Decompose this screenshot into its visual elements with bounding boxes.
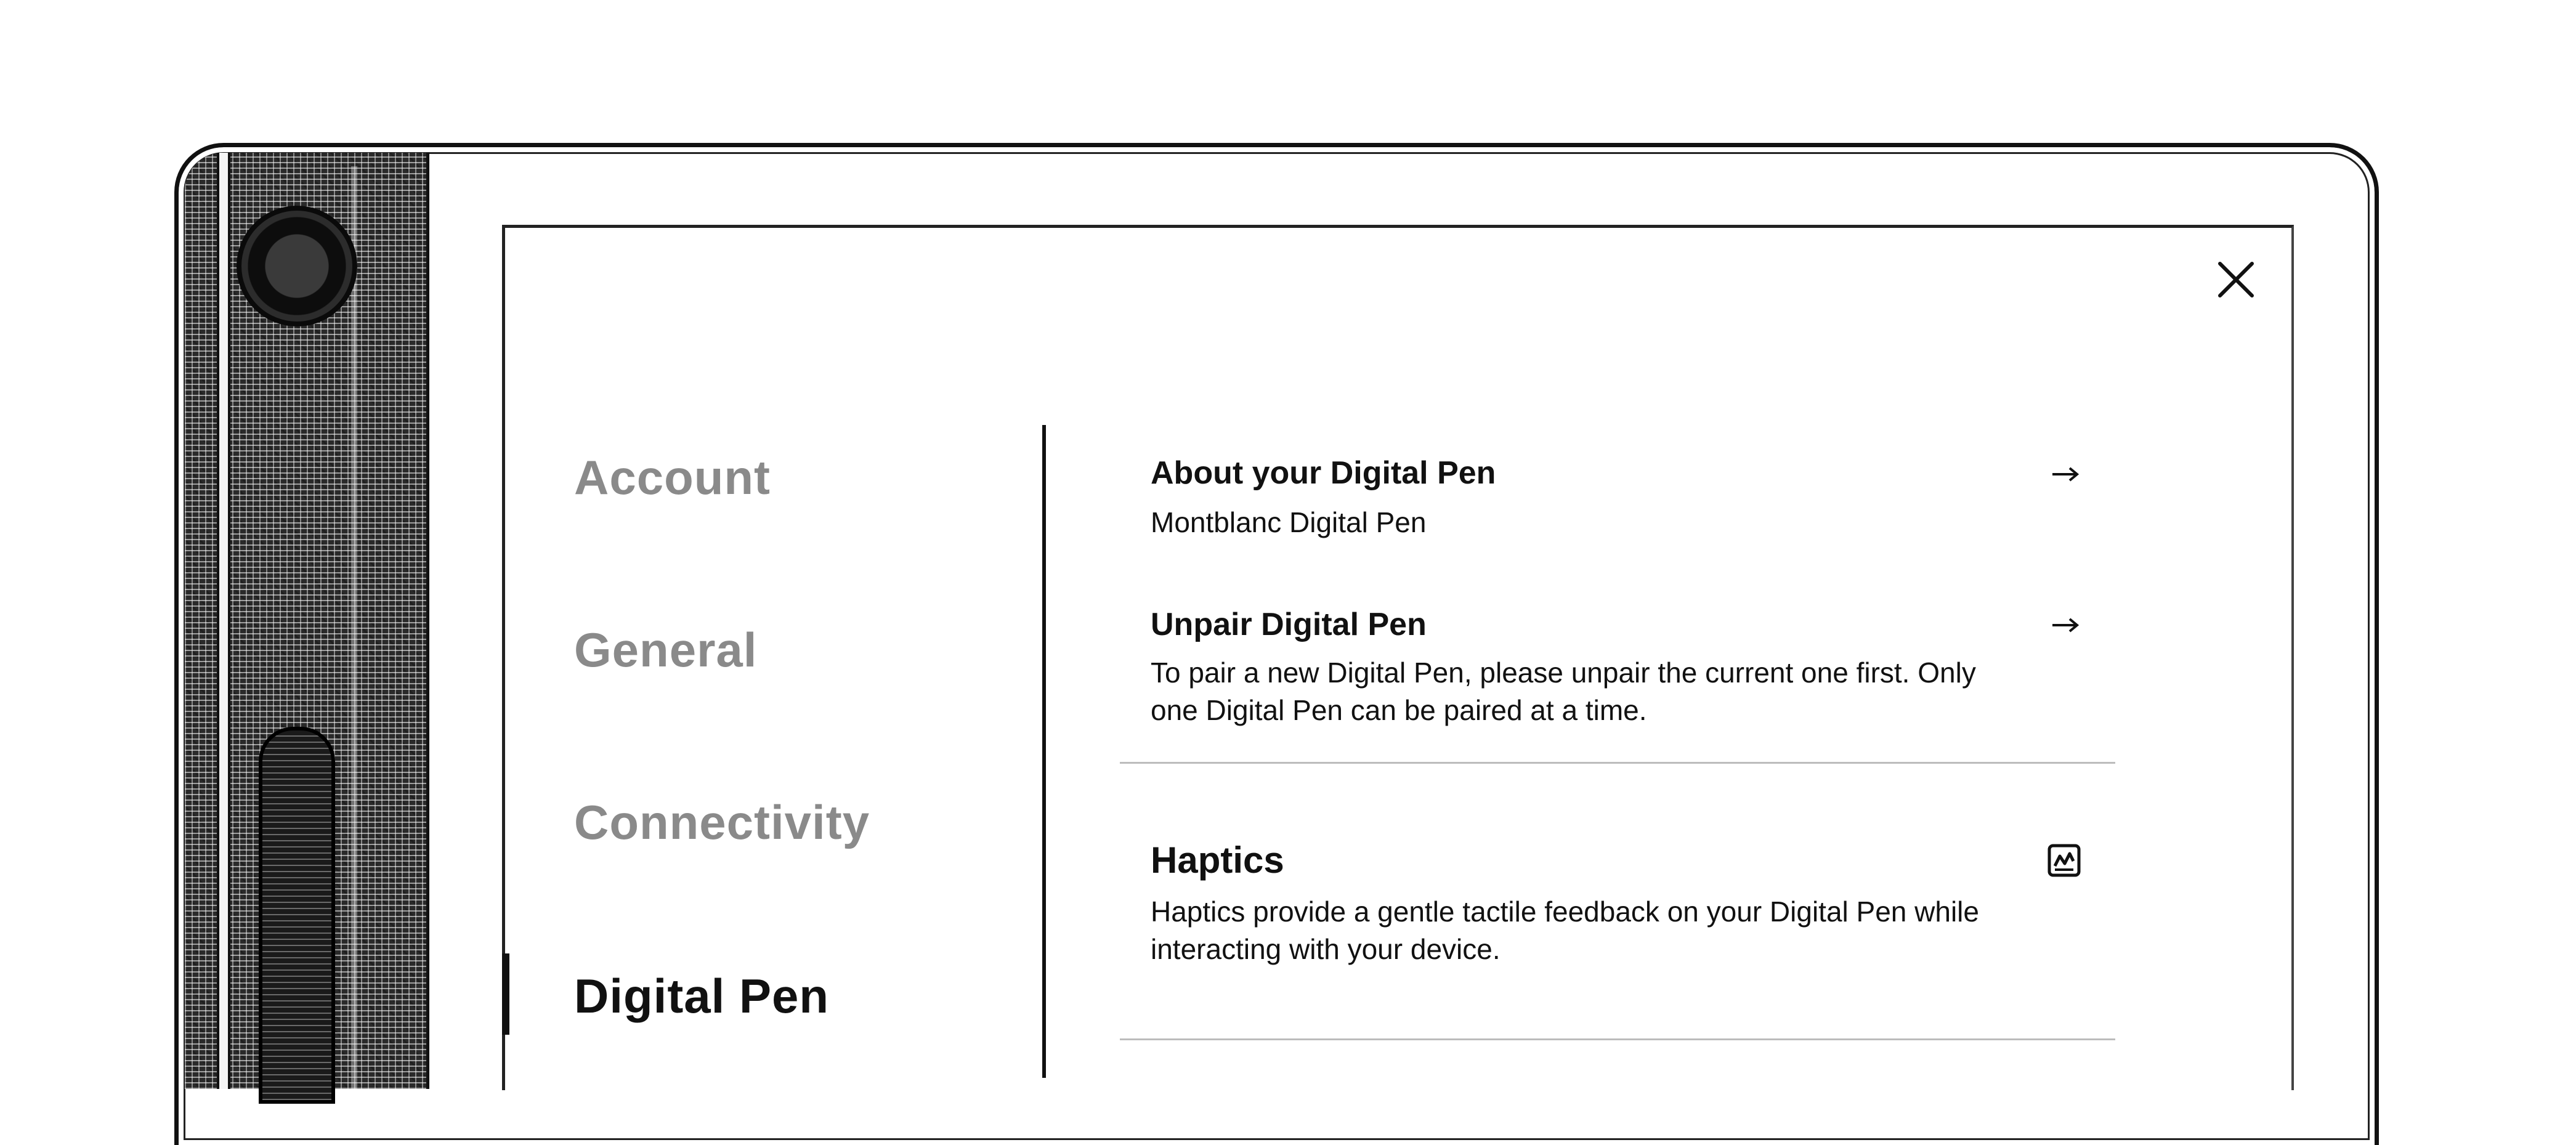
nav-active-indicator: [502, 953, 509, 1035]
about-arrow-button[interactable]: [2051, 465, 2080, 483]
unpair-digital-pen-title: Unpair Digital Pen: [1151, 607, 1427, 642]
spine-highlight: [351, 166, 357, 1090]
section-divider: [1120, 1038, 2115, 1040]
haptics-checkbox-icon: [2047, 844, 2081, 877]
haptics-toggle[interactable]: [2047, 844, 2081, 877]
spine-edge: [217, 153, 230, 1089]
nav-item-connectivity[interactable]: Connectivity: [574, 795, 870, 849]
unpair-digital-pen-description: To pair a new Digital Pen, please unpair the current one first. Only one Digital Pen can be paired at a time.: [1151, 657, 1976, 726]
haptics-description: Haptics provide a gentle tactile feedback on your Digital Pen while interacting with your device.: [1151, 896, 1979, 965]
nav-divider: [1042, 425, 1046, 1078]
haptics-title: Haptics: [1151, 840, 1284, 881]
about-digital-pen-value: Montblanc Digital Pen: [1151, 506, 1427, 538]
nav-item-digital-pen[interactable]: Digital Pen: [574, 969, 830, 1023]
nav-item-general[interactable]: General: [574, 623, 758, 677]
montblanc-emblem-icon: [237, 206, 357, 326]
nav-item-account[interactable]: Account: [574, 450, 771, 504]
arrow-right-icon: [2051, 616, 2080, 634]
arrow-right-icon: [2051, 465, 2080, 483]
section-divider: [1120, 762, 2115, 764]
unpair-arrow-button[interactable]: [2051, 616, 2080, 634]
pen-clip: [259, 727, 335, 1104]
close-icon: [2214, 257, 2258, 302]
close-button[interactable]: [2214, 257, 2258, 302]
about-digital-pen-title: About your Digital Pen: [1151, 455, 1496, 491]
